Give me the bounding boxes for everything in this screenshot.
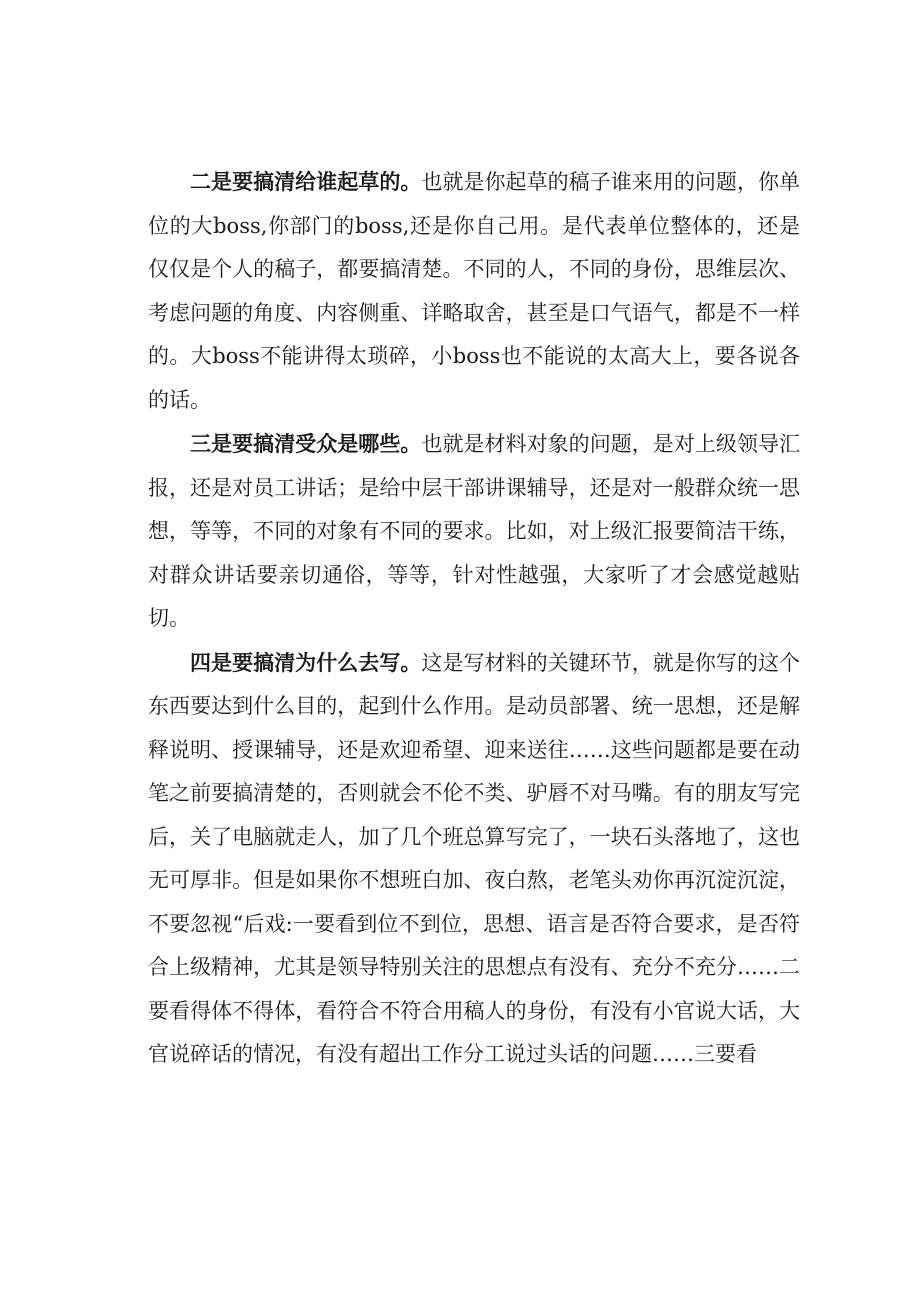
paragraph-2-lead: 二是要搞清给谁起草的。	[190, 169, 422, 194]
paragraph-4-body: 这是写材料的关键环节，就是你写的这个东西要达到什么目的，起到什么作用。是动员部署、统一思想，还是解释说明、授课辅导，还是欢迎希望、迎来送往……这些问题都是要在动笔之前要搞清楚的，否则就会不伦不类、驴唇不对马嘴。有的朋友写完后，关了电脑就走人，加了几个班总算写完了，一块石头落地了，这也无可厚非。但是如果你不想班白加、夜白熬，老笔头劝你再沉淀沉淀，不要忽视“后戏:一要看到位不到位，思想、语言是否符合要求，是否符合上级精神，尤其是领导特别关注的思想点有没有、充分不充分……二要看得体不得体，看符合不符合用稿人的身份，有没有小官说大话，大官说碎话的情况，有没有超出工作分工说过头话的问题……三要看	[148, 650, 801, 1066]
paragraph-2	[148, 160, 800, 422]
paragraph-3-body: 也就是材料对象的问题，是对上级领导汇报，还是对员工讲话；是给中层干部讲课辅导，还是对一般群众统一思想，等等，不同的对象有不同的要求。比如，对上级汇报要简洁干练，对群众讲话要亲切通俗，等等，针对性越强，大家听了才会感觉越贴切。	[148, 432, 801, 630]
document-body	[148, 160, 800, 1077]
paragraph-3-lead: 三是要搞清受众是哪些。	[190, 431, 422, 456]
paragraph-4	[148, 641, 800, 1077]
paragraph-4-lead: 四是要搞清为什么去写。	[190, 649, 422, 675]
paragraph-2-body: 也就是你起草的稿子谁来用的问题，你单位的大boss,你部门的boss,还是你自己用。是代表单位整体的，还是仅仅是个人的稿子，都要搞清楚。不同的人，不同的身份，思维层次、考虑问题的角度、内容侧重、详略取舍，甚至是口气语气，都是不一样的。大boss不能讲得太琐碎，小boss也不能说的太高大上，要各说各的话。	[148, 170, 801, 412]
paragraph-3	[148, 422, 800, 641]
